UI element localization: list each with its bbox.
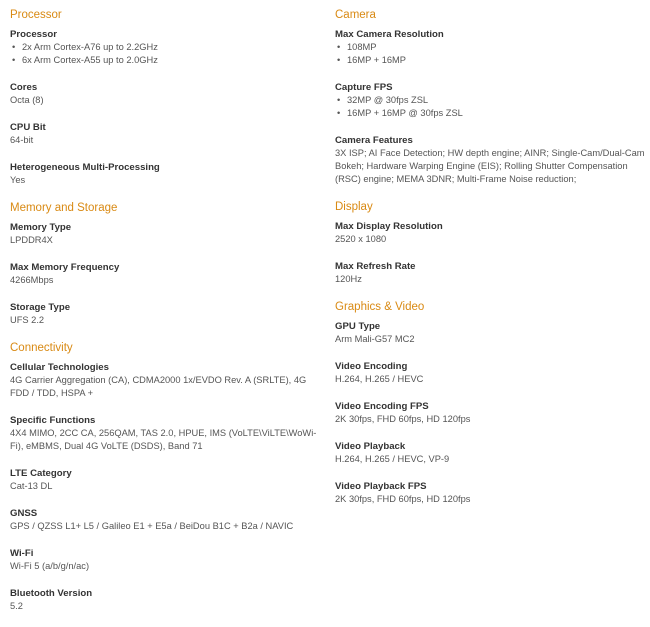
- spec-label: Specific Functions: [10, 415, 96, 426]
- spec-value: UFS 2.2: [10, 315, 45, 325]
- spec-value: 4266Mbps: [10, 275, 54, 285]
- spec-value-bullet: • 16MP + 16MP @ 30fps ZSL: [335, 107, 645, 120]
- spec-value-bullet: • 16MP + 16MP: [335, 54, 645, 67]
- spec-label: Cores: [10, 82, 38, 93]
- section-camera: [335, 8, 645, 186]
- spec-value: 2520 x 1080: [335, 234, 387, 244]
- spec-label: Wi-Fi: [10, 548, 34, 559]
- spec-item-cpu-bit: [10, 121, 325, 147]
- spec-item-video-encoding: [335, 360, 645, 386]
- spec-item-lte-category: [10, 467, 325, 493]
- spec-item-cores: [10, 81, 325, 107]
- section-title: Memory and Storage: [10, 202, 118, 214]
- spec-value-bullet: • 6x Arm Cortex-A55 up to 2.0GHz: [10, 54, 325, 67]
- spec-value: H.264, H.265 / HEVC: [335, 374, 424, 384]
- spec-label: Storage Type: [10, 302, 71, 313]
- spec-value: 4X4 MIMO, 2CC CA, 256QAM, TAS 2.0, HPUE, IMS (VoLTE\ViLTE\WoWi-Fi), eMBMS, Dual 4G VoLTE (DSDS), Band 71: [10, 428, 317, 451]
- spec-value-bullet: • 32MP @ 30fps ZSL: [335, 94, 645, 107]
- spec-item-video-playback-fps: [335, 480, 645, 506]
- spec-label: Max Display Resolution: [335, 221, 443, 232]
- spec-label: Max Refresh Rate: [335, 261, 416, 272]
- spec-item-video-playback: [335, 440, 645, 466]
- spec-value: Cat-13 DL: [10, 481, 53, 491]
- spec-item-storage-type: [10, 301, 325, 327]
- spec-label: LTE Category: [10, 468, 72, 479]
- spec-value: 4G Carrier Aggregation (CA), CDMA2000 1x/EVDO Rev. A (SRLTE), 4G FDD / TDD, HSPA +: [10, 375, 307, 398]
- spec-item-camera-features: [335, 134, 645, 186]
- spec-label: Memory Type: [10, 222, 72, 233]
- spec-value-list: [335, 94, 645, 120]
- spec-label: GNSS: [10, 508, 38, 519]
- spec-item-cellular-technologies: [10, 361, 325, 400]
- spec-item-heterogeneous-multi-processing: [10, 161, 325, 187]
- section-processor: [10, 8, 325, 187]
- spec-item-capture-fps: [335, 81, 645, 120]
- spec-label: Camera Features: [335, 135, 413, 146]
- spec-item-max-refresh-rate: [335, 260, 645, 286]
- spec-item-max-camera-resolution: [335, 28, 645, 67]
- spec-label: Max Camera Resolution: [335, 29, 444, 40]
- spec-value: 64-bit: [10, 135, 34, 145]
- spec-value: Octa (8): [10, 95, 44, 105]
- right-column: [335, 0, 645, 520]
- section-title: Graphics & Video: [335, 301, 425, 313]
- section-memory-and-storage: [10, 201, 325, 327]
- spec-item-specific-functions: [10, 414, 325, 453]
- spec-item-gpu-type: [335, 320, 645, 346]
- spec-value: GPS / QZSS L1+ L5 / Galileo E1 + E5a / BeiDou B1C + B2a / NAVIC: [10, 521, 294, 531]
- spec-label: Video Playback: [335, 441, 406, 452]
- spec-label: CPU Bit: [10, 122, 46, 133]
- spec-value-bullet: • 2x Arm Cortex-A76 up to 2.2GHz: [10, 41, 325, 54]
- spec-value: Yes: [10, 175, 26, 185]
- spec-label: Cellular Technologies: [10, 362, 109, 373]
- spec-item-video-encoding-fps: [335, 400, 645, 426]
- section-title: Camera: [335, 9, 376, 21]
- spec-value-list: [335, 41, 645, 67]
- spec-value: 2K 30fps, FHD 60fps, HD 120fps: [335, 414, 471, 424]
- spec-value: Wi-Fi 5 (a/b/g/n/ac): [10, 561, 90, 571]
- section-title: Processor: [10, 9, 62, 21]
- spec-label: Video Playback FPS: [335, 481, 427, 492]
- spec-item-wi-fi: [10, 547, 325, 573]
- spec-label: Heterogeneous Multi-Processing: [10, 162, 160, 173]
- spec-value: H.264, H.265 / HEVC, VP-9: [335, 454, 450, 464]
- section-title: Display: [335, 201, 373, 213]
- spec-item-max-memory-frequency: [10, 261, 325, 287]
- spec-label: GPU Type: [335, 321, 381, 332]
- spec-label: Video Encoding FPS: [335, 401, 429, 412]
- spec-label: Capture FPS: [335, 82, 393, 93]
- spec-label: Processor: [10, 29, 57, 40]
- spec-value: 3X ISP; AI Face Detection; HW depth engine; AINR; Single-Cam/Dual-Cam Bokeh; Hardware Warping Engine (EIS); Rolling Shutter Compensation (RSC) engine; MEMA 3DNR; Multi-Frame Noise reduction;: [335, 148, 645, 184]
- spec-value: 5.2: [10, 601, 23, 611]
- spec-item-gnss: [10, 507, 325, 533]
- spec-label: Video Encoding: [335, 361, 408, 372]
- spec-value: Arm Mali-G57 MC2: [335, 334, 415, 344]
- spec-item-processor: [10, 28, 325, 67]
- left-column: [10, 0, 325, 627]
- spec-value-list: [10, 41, 325, 67]
- spec-item-memory-type: [10, 221, 325, 247]
- spec-value-bullet: • 108MP: [335, 41, 645, 54]
- section-title: Connectivity: [10, 342, 73, 354]
- section-display: [335, 200, 645, 286]
- section-connectivity: [10, 341, 325, 613]
- section-graphics-video: [335, 300, 645, 506]
- spec-value: 120Hz: [335, 274, 362, 284]
- spec-label: Bluetooth Version: [10, 588, 93, 599]
- spec-value: LPDDR4X: [10, 235, 53, 245]
- spec-label: Max Memory Frequency: [10, 262, 120, 273]
- spec-value: 2K 30fps, FHD 60fps, HD 120fps: [335, 494, 471, 504]
- spec-item-bluetooth-version: [10, 587, 325, 613]
- spec-item-max-display-resolution: [335, 220, 645, 246]
